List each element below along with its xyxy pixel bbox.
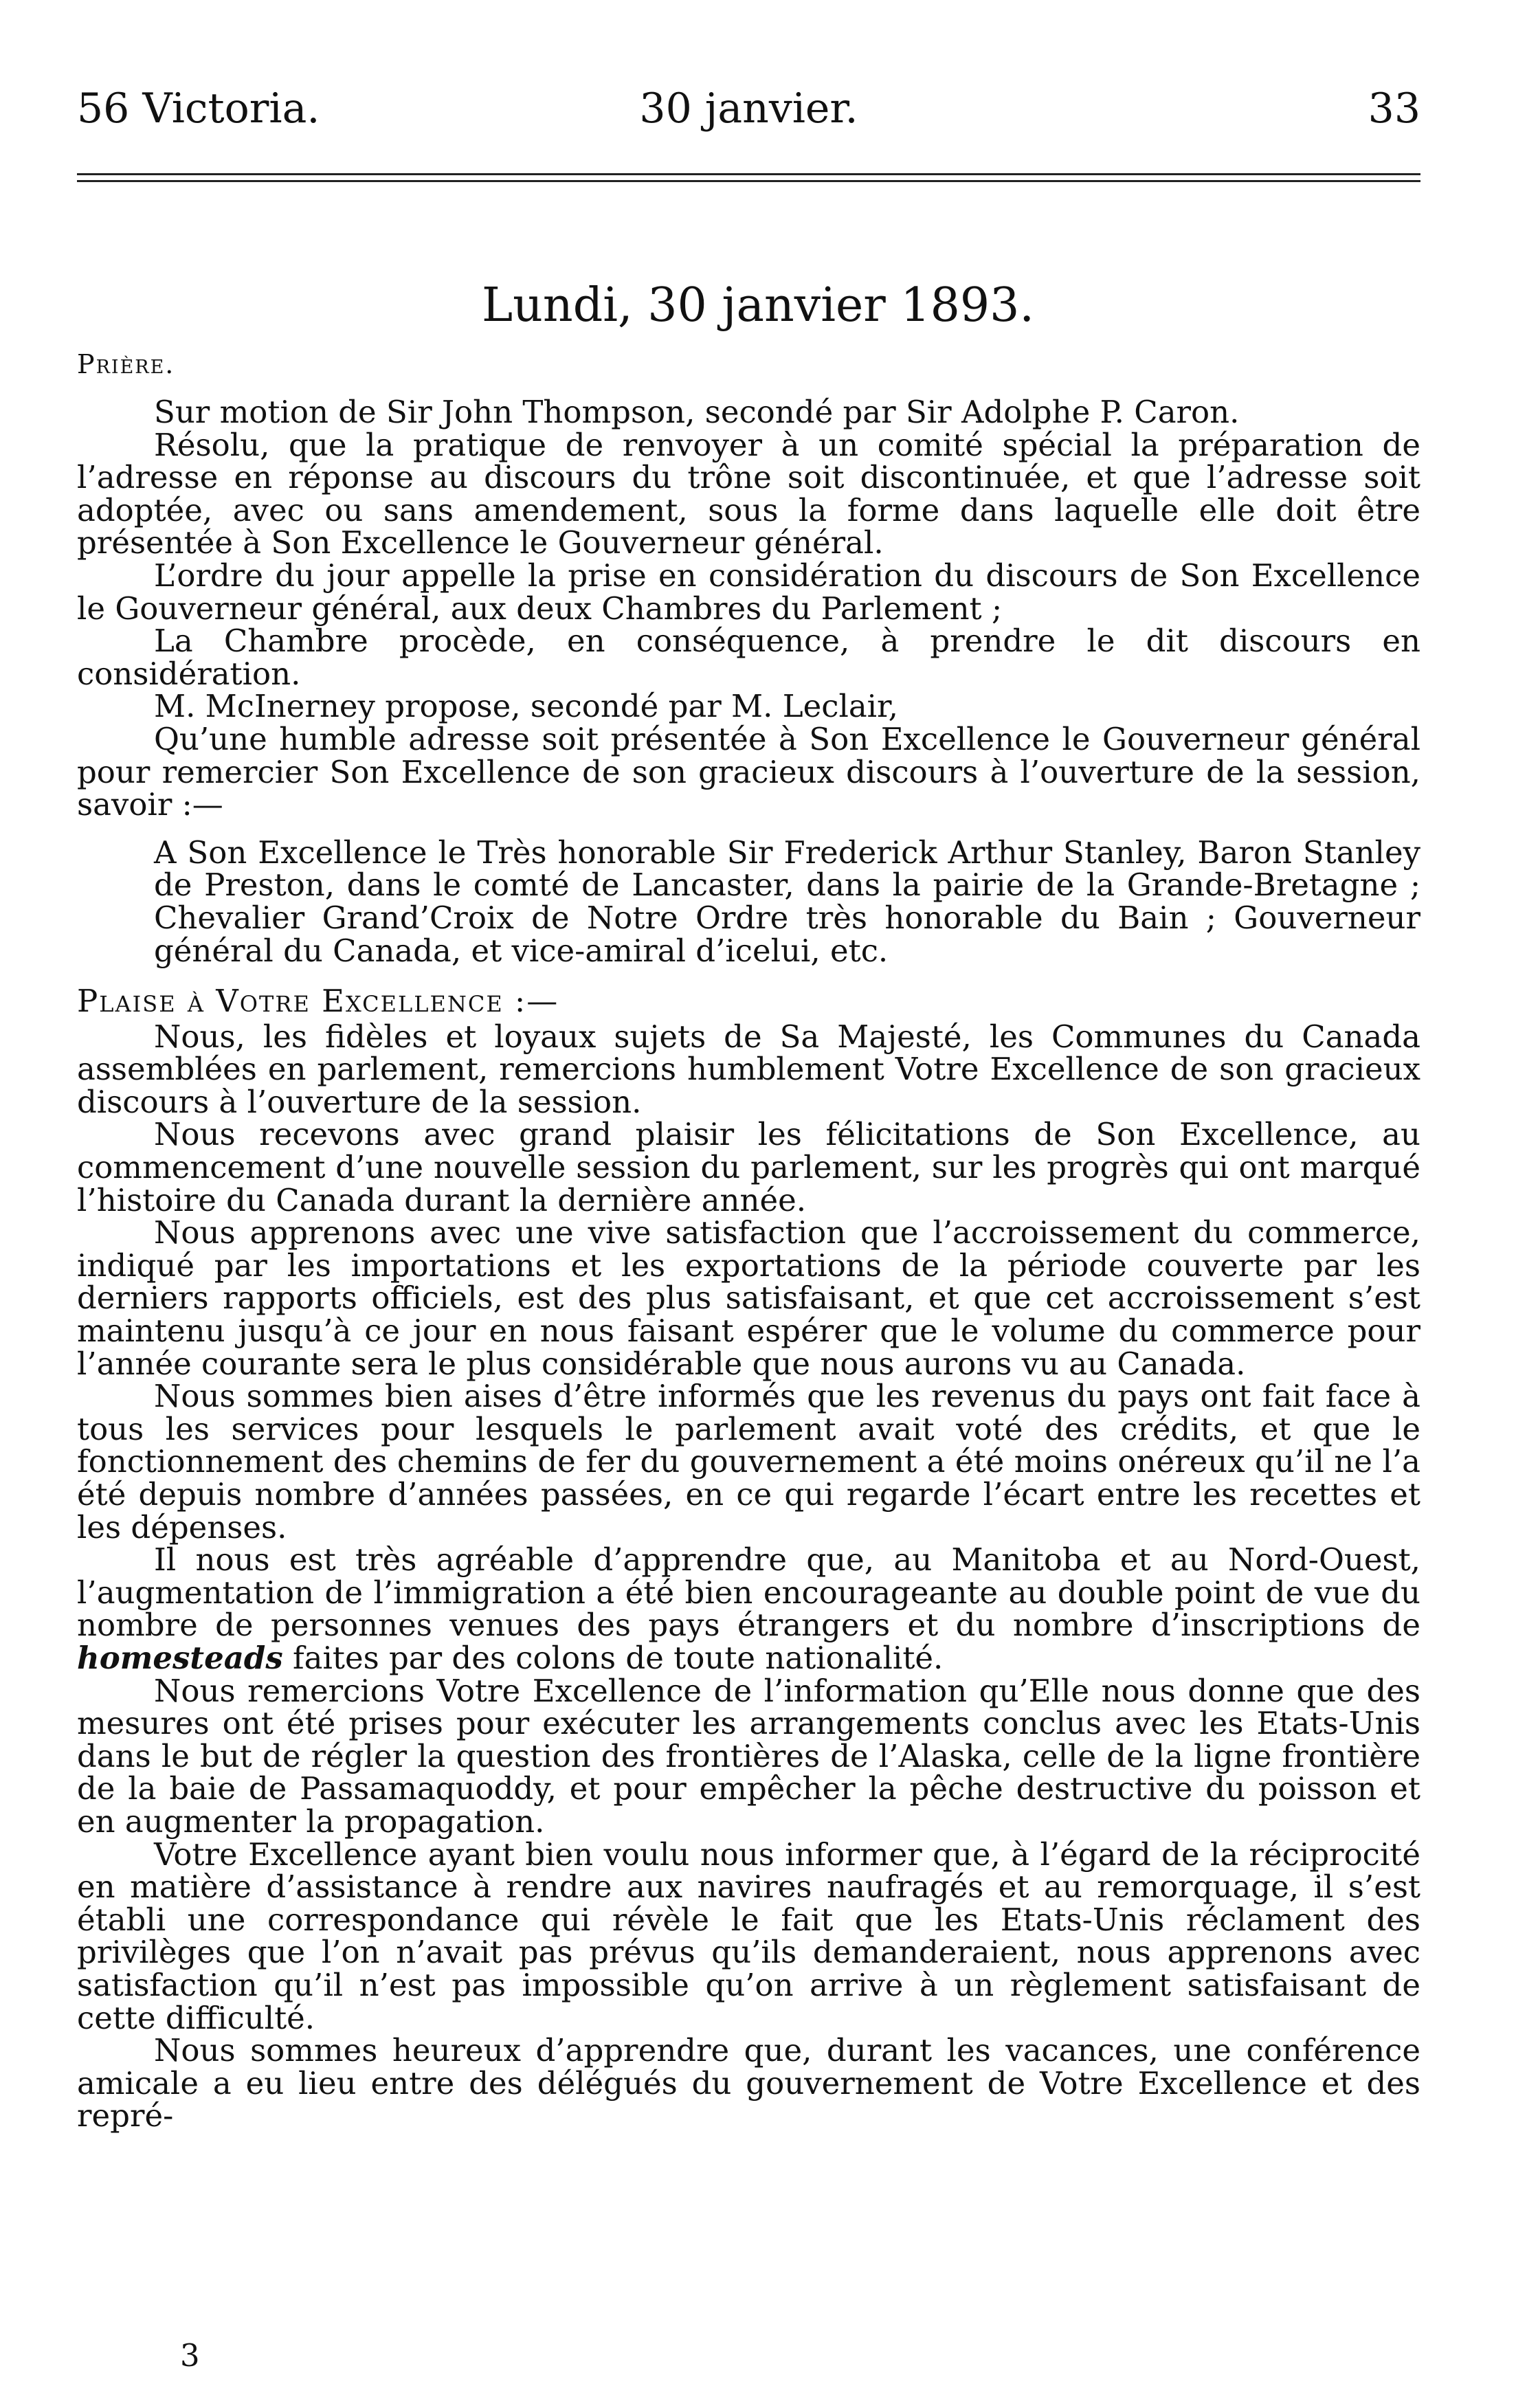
paragraph-revenus: Nous sommes bien aises d’être informés que les revenus du pays ont fait face à tous les services pour lesquels le parlement avait voté des crédits, et que le fonctionnement des chemins de fer du gouvernement a été moins onéreux qu’il ne l’a été depuis nombre d’années passées, en ce qui regarde l’écart entre les recettes et les dépenses.	[77, 1378, 1420, 1546]
paragraph-resolu: Résolu, que la pratique de renvoyer à un comité spécial la préparation de l’adresse en réponse au discours du trône soit discontinuée, et que l’adresse soit adoptée, avec ou sans amendement, sous la forme dans laquelle elle doit être présentée à Son Excellence le Gouverneur général.	[77, 426, 1420, 561]
header-rule-bottom	[77, 180, 1420, 182]
paragraph-commerce: Nous apprenons avec une vive satisfaction que l’accroissement du commerce, indiqué par les importations et les exportations de la période couverte par les derniers rapports officiels, est des plus satisfaisant, et que cet accroissement s’est maintenu jusqu’à ce jour en nous faisant espérer que le volume du commerce pour l’année courante sera le plus considérable que nous aurons vu au Canada.	[77, 1214, 1420, 1382]
header-rule-top	[77, 173, 1420, 175]
page-title: Lundi, 30 janvier 1893.	[481, 278, 1034, 333]
paragraph-nous-fideles: Nous, les fidèles et loyaux sujets de Sa Majesté, les Communes du Canada assemblées en parlement, remercions humblement Votre Excellence de son gracieux discours à l’ouverture de la session.	[77, 1018, 1420, 1120]
body-text	[77, 396, 1420, 2132]
header-session: 56 Victoria.	[77, 85, 320, 133]
paragraph-humble-adresse: Qu’une humble adresse soit présentée à Son Excellence le Gouverneur général pour remercier Son Excellence de son gracieux discours à l’ouverture de la session, savoir :—	[77, 720, 1420, 823]
address-block	[77, 836, 1420, 967]
paragraph-immigration	[77, 1543, 1420, 1674]
address-text: A Son Excellence le Très honorable Sir Frederick Arthur Stanley, Baron Stanley de Preston, dans le comté de Lancaster, dans la pairie de la Grande-Bretagne ; Chevalier Grand’Croix de Notre Ordre très honorable du Bain ; Gouverneur général du Canada, et vice-amiral d’icelui, etc.	[154, 834, 1420, 969]
paragraph-motion: Sur motion de Sir John Thompson, secondé par Sir Adolphe P. Caron.	[154, 394, 1240, 430]
header-date: 30 janvier.	[639, 85, 858, 133]
paragraph-ordre-du-jour: L’ordre du jour appelle la prise en considération du discours de Son Excellence le Gouverneur général, aux deux Chambres du Parlement ;	[77, 557, 1420, 627]
signature-mark: 3	[180, 2337, 200, 2374]
running-header	[77, 81, 1420, 136]
paragraph-mcinerney: M. McInerney propose, secondé par M. Leclair,	[154, 688, 898, 725]
margin-heading-priere: Prière.	[77, 349, 175, 379]
homesteads-term: homesteads	[77, 1639, 283, 1676]
immigration-text-end: faites par des colons de toute nationalité.	[282, 1639, 944, 1676]
paragraph-chambre: La Chambre procède, en conséquence, à prendre le dit discours en considération.	[77, 623, 1420, 692]
paragraph-reciprocite: Votre Excellence ayant bien voulu nous informer que, à l’égard de la réciprocité en matière d’assistance à rendre aux navires naufragés et au remorquage, il s’est établi une correspondance qui révèle le fait que les Etats-Unis réclament des privilèges que l’on n’avait pas prévus qu’ils demanderaient, nous apprenons avec satisfaction qu’il n’est pas impossible qu’on arrive à un règlement satisfaisant de cette difficulté.	[77, 1836, 1420, 2036]
plaise-heading: Plaise à Votre Excellence :—	[77, 983, 559, 1020]
page-number: 33	[1368, 85, 1420, 133]
immigration-text-start: Il nous est très agréable d’apprendre que, au Manitoba et au Nord-Ouest, l’augmentation de l’immigration a été bien encourageante au double point de vue du nombre de personnes venues des pays étrangers et du nombre d’inscriptions de	[77, 1541, 1420, 1644]
paragraph-felicitations: Nous recevons avec grand plaisir les félicitations de Son Excellence, au commencement d’une nouvelle session du parlement, sur les progrès qui ont marqué l’histoire du Canada durant la dernière année.	[77, 1116, 1420, 1218]
paragraph-conference: Nous sommes heureux d’apprendre que, durant les vacances, une conférence amicale a eu lieu entre des délégués du gouvernement de Votre Excellence et des repré-	[77, 2032, 1420, 2134]
paragraph-frontieres: Nous remercions Votre Excellence de l’information qu’Elle nous donne que des mesures ont été prises pour exécuter les arrangements conclus avec les Etats-Unis dans le but de régler la question des frontières de l’Alaska, celle de la ligne frontière de la baie de Passamaquoddy, et pour empêcher la pêche destructive du poisson et en augmenter la propagation.	[77, 1672, 1420, 1840]
